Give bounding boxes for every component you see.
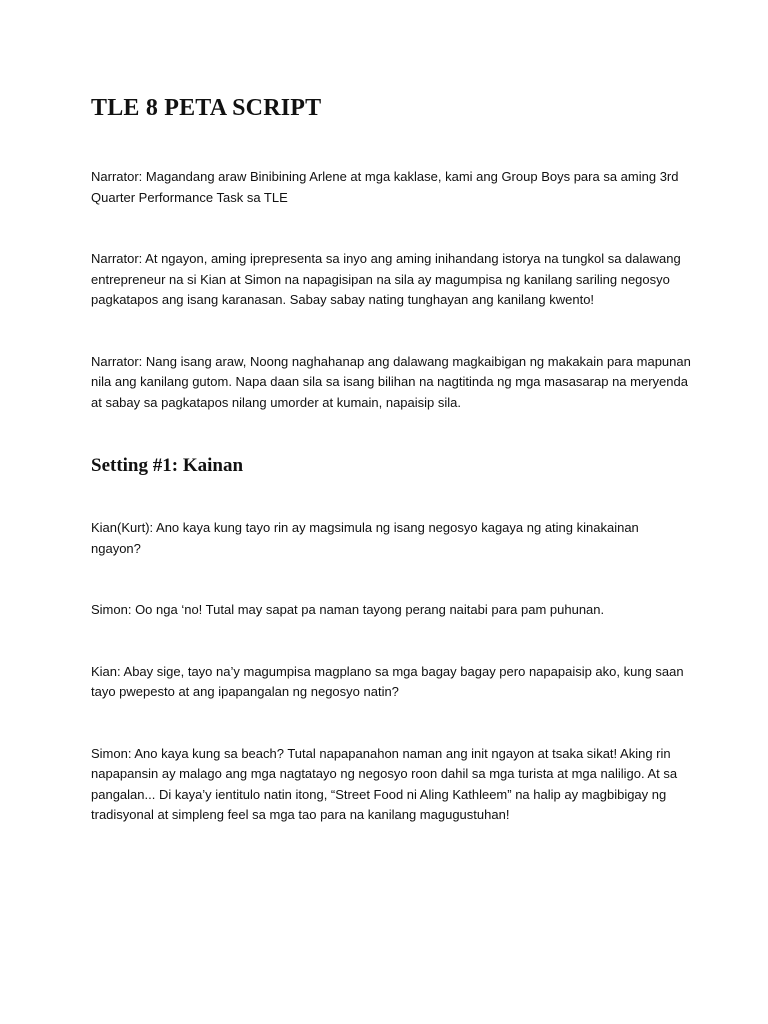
narrator-paragraph-3: Narrator: Nang isang araw, Noong naghahanap ang dalawang magkaibigan ng makakain para mapunan nila ang kanilang gutom. Napa daan sila sa isang bilihan na nagtitinda ng mga masasarap na meryenda at sabay sa pagkatapos nilang umorder at kumain, napaisip sila. xyxy=(91,353,691,410)
setting-heading: Setting #1: Kainan xyxy=(91,455,244,476)
narrator-paragraph-1: Narrator: Magandang araw Binibining Arlene at mga kaklase, kami ang Group Boys para sa aming 3rd Quarter Performance Task sa TLE xyxy=(91,169,679,205)
dialogue-kian-1: Kian(Kurt): Ano kaya kung tayo rin ay magsimula ng isang negosyo kagaya ng ating kinakainan ngayon? xyxy=(91,520,639,556)
dialogue-simon-1: Simon: Oo nga ‘no! Tutal may sapat pa naman tayong perang naitabi para pam puhunan. xyxy=(91,602,605,617)
document-body xyxy=(91,93,691,826)
narrator-paragraph-2: Narrator: At ngayon, aming iprepresenta sa inyo ang aming inihandang istorya na tungkol sa dalawang entrepreneur na si Kian at Simon na napagisipan na sila ay magumpisa ng kanilang sariling negosyo pagkatapos ang isang karanasan. Sabay sabay nating tunghayan ang kanilang kwento! xyxy=(91,251,681,307)
dialogue-simon-2: Simon: Ano kaya kung sa beach? Tutal napapanahon naman ang init ngayon at tsaka sikat! Aking rin napapansin ay malago ang mga nagtatayo ng negosyo roon dahil sa mga turista at mga naliligo. At sa pangalan... Di kaya’y ientitulo natin itong, “Street Food ni Aling Kathleem” na halip ay magbibigay ng tradisyonal at simpleng feel sa mga tao para na kanilang magugustuhan! xyxy=(91,745,678,822)
document-title: TLE 8 PETA SCRIPT xyxy=(91,95,322,121)
dialogue-kian-2: Kian: Abay sige, tayo na’y magumpisa magplano sa mga bagay bagay pero napapaisip ako, kung saan tayo pwepesto at ang ipapangalan ng negosyo natin? xyxy=(91,663,684,699)
